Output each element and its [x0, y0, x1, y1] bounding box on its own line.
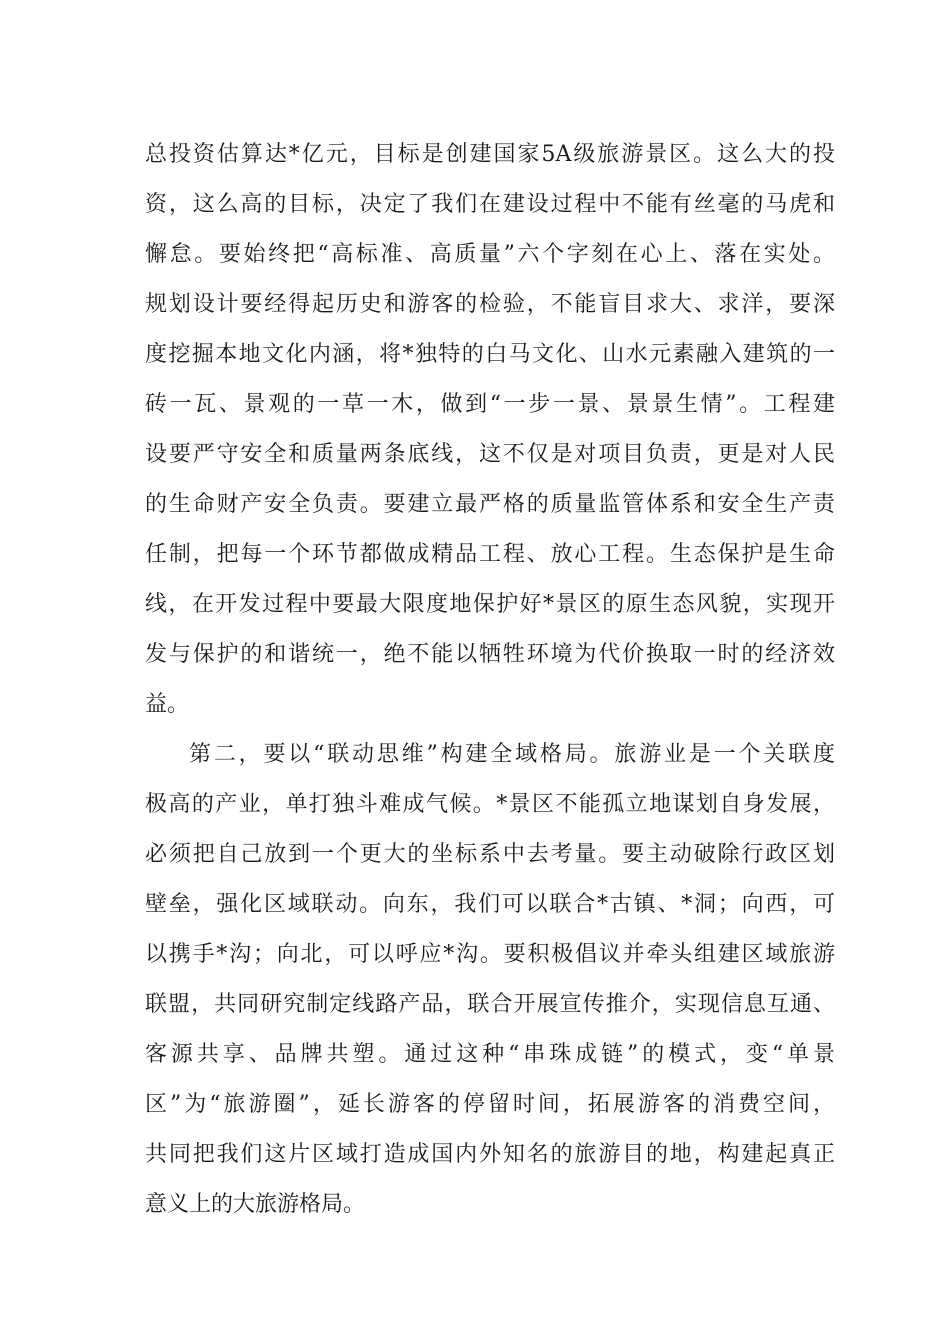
paragraph-line: 联盟，共同研究制定线路产品，联合开展宣传推介，实现信息互通、 [145, 992, 835, 1017]
paragraph-line: 极高的产业，单打独斗难成气候。*景区不能孤立地谋划自身发展， [145, 792, 835, 817]
paragraph-line: 总投资估算达*亿元，目标是创建国家5A级旅游景区。这么大的投 [145, 142, 835, 167]
paragraph-line: 共同把我们这片区域打造成国内外知名的旅游目的地，构建起真正 [145, 1142, 835, 1167]
paragraph-line: 资，这么高的目标，决定了我们在建设过程中不能有丝毫的马虎和 [145, 192, 835, 217]
document-body [145, 130, 835, 1230]
paragraph-line: 以携手*沟；向北，可以呼应*沟。要积极倡议并牵头组建区域旅游 [145, 942, 835, 967]
paragraph-line: 任制，把每一个环节都做成精品工程、放心工程。生态保护是生命 [145, 542, 835, 567]
paragraph-2 [145, 730, 835, 1230]
paragraph-line: 客源共享、品牌共塑。通过这种“串珠成链”的模式，变“单景 [145, 1042, 835, 1067]
paragraph-line: 发与保护的和谐统一，绝不能以牺牲环境为代价换取一时的经济效 [145, 642, 835, 667]
paragraph-line: 懈怠。要始终把“高标准、高质量”六个字刻在心上、落在实处。 [145, 242, 835, 267]
paragraph-line: 意义上的大旅游格局。 [145, 1192, 366, 1217]
paragraph-line: 区”为“旅游圈”，延长游客的停留时间，拓展游客的消费空间， [145, 1092, 835, 1117]
paragraph-line: 规划设计要经得起历史和游客的检验，不能盲目求大、求洋，要深 [145, 292, 835, 317]
paragraph-line: 的生命财产安全负责。要建立最严格的质量监管体系和安全生产责 [145, 492, 835, 517]
paragraph-line: 益。 [145, 692, 190, 717]
paragraph-line: 度挖掘本地文化内涵，将*独特的白马文化、山水元素融入建筑的一 [145, 342, 835, 367]
paragraph-line: 砖一瓦、景观的一草一木，做到“一步一景、景景生情”。工程建 [145, 392, 835, 417]
paragraph-line: 必须把自己放到一个更大的坐标系中去考量。要主动破除行政区划 [145, 842, 835, 867]
paragraph-line: 线，在开发过程中要最大限度地保护好*景区的原生态风貌，实现开 [145, 592, 835, 617]
paragraph-line: 第二，要以“联动思维”构建全域格局。旅游业是一个关联度 [189, 742, 835, 767]
paragraph-line: 壁垒，强化区域联动。向东，我们可以联合*古镇、*洞；向西，可 [145, 892, 835, 917]
paragraph-1 [145, 130, 835, 730]
paragraph-line: 设要严守安全和质量两条底线，这不仅是对项目负责，更是对人民 [145, 442, 835, 467]
